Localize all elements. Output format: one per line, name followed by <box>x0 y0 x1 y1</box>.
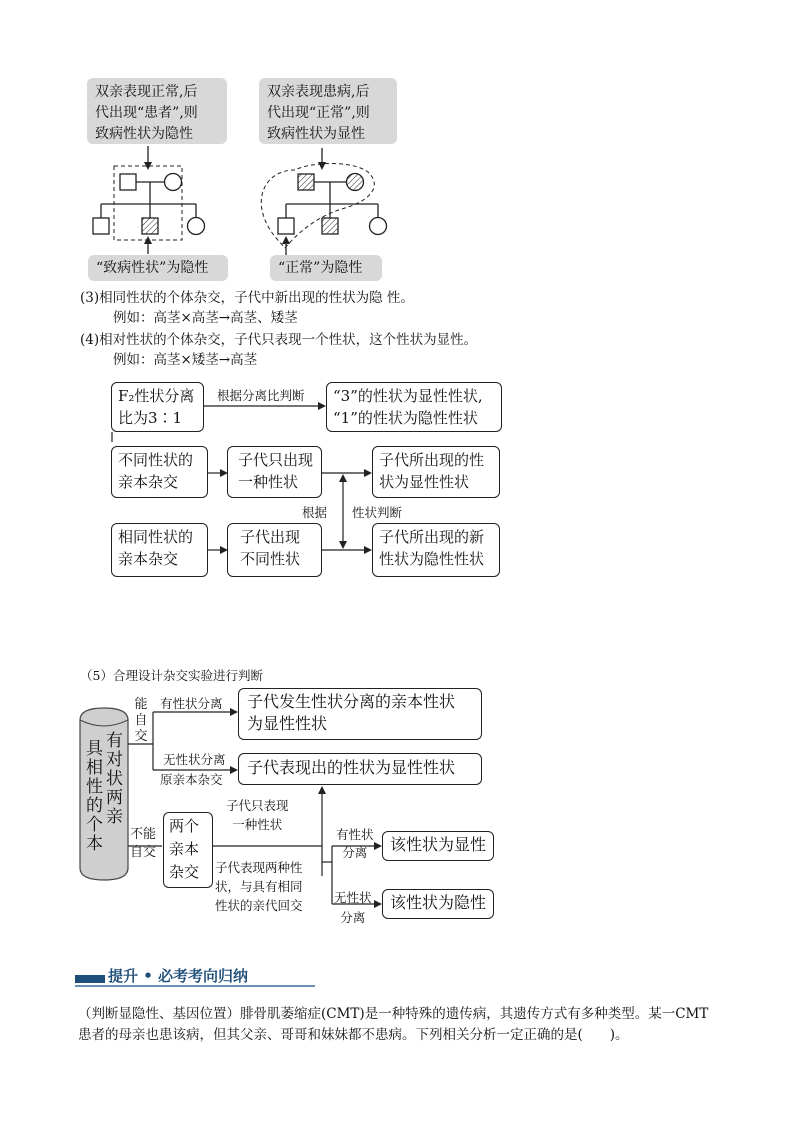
no-sep-label-2: 无性状 分离 <box>334 890 372 925</box>
ratio-result-box: “3”的性状为显性性状, “1”的性状为隐性性状 <box>326 382 502 432</box>
question-text: （判断显隐性、基因位置）腓骨肌萎缩症(CMT)是一种特殊的遗传病，其遗传方式有多种类型。某一CMT 患者的母亲也患该病，但其父亲、哥哥和妹妹都不患病。下列相关分析一定正确的是( )。 <box>78 1006 709 1043</box>
f2-ratio-box: F₂性状分离 比为3∶1 <box>111 382 204 432</box>
dominant-result-box: 子代所出现的性 状为显性性状 <box>372 446 500 498</box>
result-box-2: 子代表现出的性状为显性性状 <box>238 753 482 785</box>
pedigree-note-left-bottom: “致病性状”为隐性 <box>88 255 228 281</box>
cannot-self-label: 不能 自交 <box>130 827 157 860</box>
cross-original-label: 原亲本杂交 <box>160 772 223 787</box>
one-trait-box: 子代只出现 一种性状 <box>227 446 322 498</box>
pedigree-note-right-bottom: “正常”为隐性 <box>270 255 382 281</box>
judge-label-left: 根据 <box>302 505 328 520</box>
ratio-judge-label: 根据分离比判断 <box>217 388 305 403</box>
section-title: 提升 • 必考考向归纳 <box>108 967 249 985</box>
diff-traits-box: 子代出现 不同性状 <box>227 523 322 577</box>
can-self-label: 能 自 交 <box>134 697 148 744</box>
pedigree-note-right-top: 双亲表现患病,后 代出现“正常”,则 致病性状为显性 <box>259 78 397 144</box>
item-4-example: 例如：高茎×矮茎→高茎 <box>113 352 258 368</box>
item-5-heading: （5）合理设计杂交实验进行判断 <box>80 668 263 683</box>
has-sep-label-2: 有性状 分离 <box>336 827 374 860</box>
pedigree-note-left-top: 双亲表现正常,后 代出现“患者”,则 致病性状为隐性 <box>87 78 227 144</box>
item-3: (3)相同性状的个体杂交，子代中新出现的性状为隐 性。 <box>80 290 414 306</box>
judge-label-right: 性状判断 <box>352 505 403 520</box>
item-4: (4)相对性状的个体杂交，子代只表现一个性状，这个性状为显性。 <box>80 332 478 348</box>
show-two-label: 子代表现两种性 状，与具有相同 性状的亲代回交 <box>215 860 303 913</box>
section-underline <box>75 985 315 987</box>
same-parents-box: 相同性状的 亲本杂交 <box>111 523 208 577</box>
no-separation-label: 无性状分离 <box>163 752 226 767</box>
recessive-result-box: 子代所出现的新 性状为隐性性状 <box>372 523 500 577</box>
recessive-box: 该性状为隐性 <box>382 889 494 919</box>
item-3-example: 例如：高茎×高茎→高茎、矮茎 <box>113 310 298 326</box>
has-separation-label: 有性状分离 <box>160 696 223 711</box>
dominant-box: 该性状为显性 <box>382 831 494 861</box>
two-parents-box: 两个 亲本 杂交 <box>163 812 213 888</box>
diff-parents-box: 不同性状的 亲本杂交 <box>111 446 208 498</box>
section-bar <box>75 975 105 983</box>
result-box-1: 子代发生性状分离的亲本性状 为显性性状 <box>238 688 482 740</box>
show-one-label: 子代只表现 一种性状 <box>226 798 289 832</box>
